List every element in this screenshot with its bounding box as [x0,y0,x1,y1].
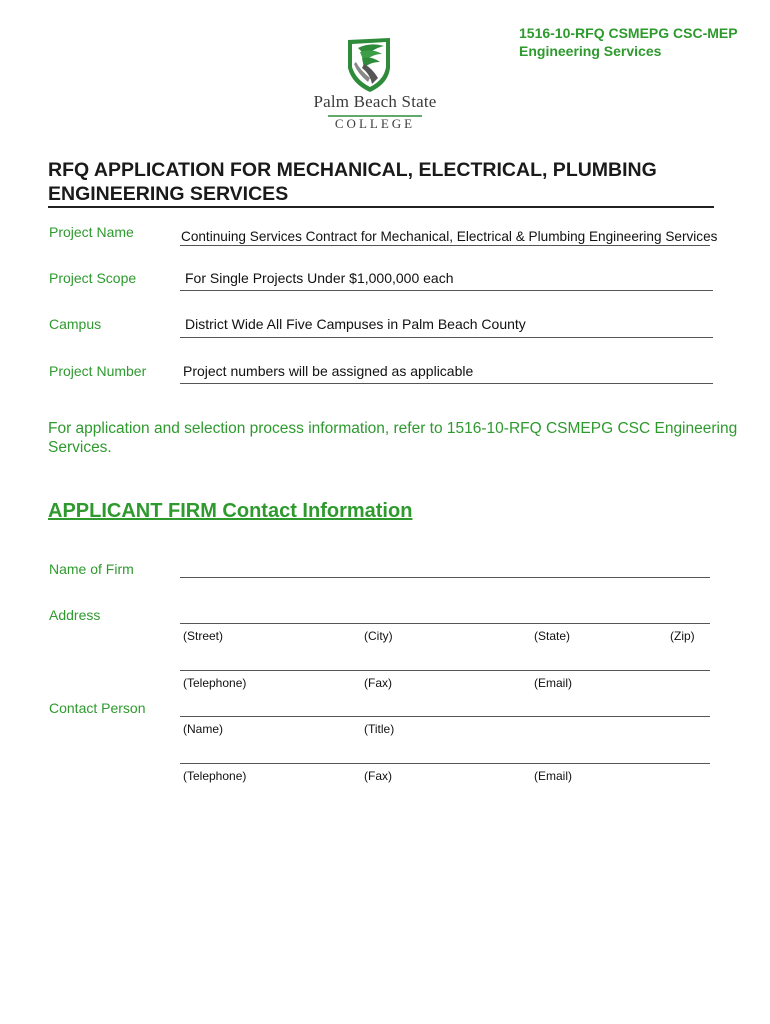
email-caption: (Email) [534,676,572,690]
project-name-underline [180,245,710,246]
contact-person-field[interactable] [180,716,710,717]
contact-title-caption: (Title) [364,722,395,736]
college-name: Palm Beach State [313,92,437,111]
firm-name-field[interactable] [180,577,710,578]
title-divider [48,206,714,208]
contact-name-caption: (Name) [183,722,224,736]
telephone-caption: (Telephone) [183,676,247,690]
contact-person-label: Contact Person [49,700,146,716]
city-caption: (City) [364,629,393,643]
project-name-label: Project Name [49,224,134,240]
project-number-label: Project Number [49,363,147,379]
firm-name-label: Name of Firm [49,561,134,577]
project-scope-underline [180,290,713,291]
contact-fax-caption: (Fax) [364,769,392,783]
reference-number: 1516-10-RFQ CSMEPG CSC-MEP [519,25,738,41]
street-caption: (Street) [183,629,224,643]
palm-shield-icon [300,34,450,94]
campus-underline [180,337,713,338]
fax-caption: (Fax) [364,676,392,690]
process-info-text: For application and selection process information, refer to 1516-10-RFQ CSMEPG CSC Engineering Services. [48,420,738,456]
college-logo [300,34,450,138]
title-line-2: ENGINEERING SERVICES [48,183,289,205]
applicant-section-title: APPLICANT FIRM Contact Information [48,500,413,522]
project-number-value: Project numbers will be assigned as applicable [183,363,474,379]
project-number-underline [180,383,713,384]
college-word: COLLEGE [334,116,416,131]
page-title [48,158,718,206]
campus-value: District Wide All Five Campuses in Palm Beach County [185,316,526,332]
contact-details-field[interactable] [180,763,710,764]
project-name-value: Continuing Services Contract for Mechanical, Electrical & Plumbing Engineering Services [181,229,718,244]
reference-subtitle: Engineering Services [519,43,662,59]
document-reference [519,24,738,60]
contact-telephone-caption: (Telephone) [183,769,247,783]
contact-email-caption: (Email) [534,769,572,783]
campus-label: Campus [49,316,102,332]
title-line-1: RFQ APPLICATION FOR MECHANICAL, ELECTRICAL, PLUMBING [48,159,657,181]
address-contact-field[interactable] [180,670,710,671]
address-field[interactable] [180,623,710,624]
address-label: Address [49,607,101,623]
state-caption: (State) [534,629,571,643]
zip-caption: (Zip) [670,629,695,643]
project-scope-value: For Single Projects Under $1,000,000 each [185,270,454,286]
project-scope-label: Project Scope [49,270,137,286]
